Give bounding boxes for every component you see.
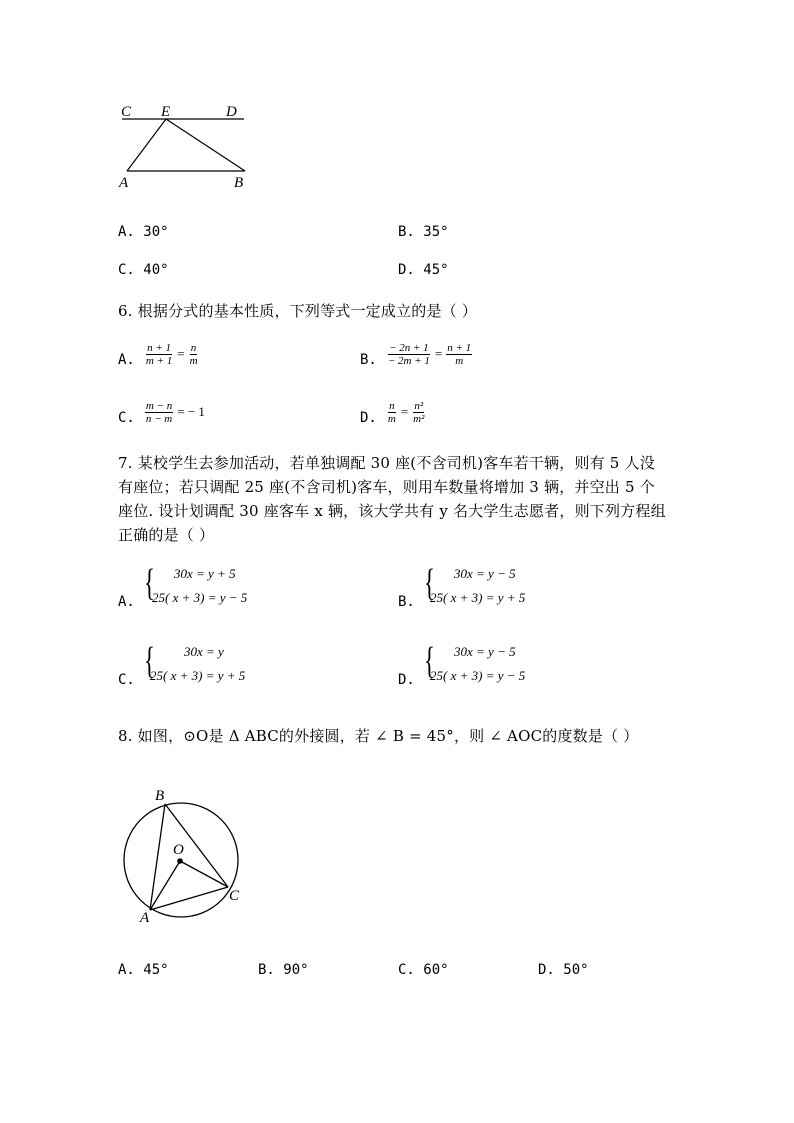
q6-a-fraction-left: $\frac{n + 1}{m + 1}$ [145, 341, 173, 367]
q7-c-row-1: 30x = y [184, 644, 224, 659]
q7-b-brace: { [424, 562, 435, 604]
q7-option-a[interactable] [118, 562, 378, 614]
q6-option-c[interactable] [118, 398, 209, 426]
q6-d-equals: = [400, 404, 409, 419]
q6-option-d[interactable] [360, 398, 425, 426]
q7-option-b-label: B. [398, 594, 415, 610]
q6-d-fraction-right: $\frac{\text{n²}}{\text{m²}}$ [413, 399, 425, 425]
q6-c-fraction-left: $\frac{m - n}{n - m}$ [145, 399, 173, 425]
q5-option-c[interactable]: C. 40° [118, 262, 169, 278]
q7-d-brace: { [424, 640, 435, 682]
q6-option-a-label: A. [118, 352, 135, 368]
q8-option-a[interactable]: A. 45° [118, 962, 169, 978]
q6-option-b-label: B. [360, 352, 377, 368]
point-label-C: C [121, 104, 132, 120]
point-label-D: D [226, 104, 237, 120]
triangle-figure-q5 [110, 95, 270, 195]
q6-option-b[interactable] [360, 340, 472, 368]
q6-d-fraction-left: $\frac{n}{m}$ [387, 399, 396, 425]
q6-a-equals: = [177, 346, 185, 361]
q6-c-equals: = − 1 [177, 404, 205, 419]
point-label-A8: A [140, 910, 150, 926]
point-label-A: A [119, 175, 129, 191]
q6-b-equals: = [434, 346, 443, 361]
q7-stem-line-2: 有座位；若只调配 25 座(不含司机)客车，则用车数量将增加 3 辆，并空出 5 个 [118, 478, 655, 496]
q7-d-row-2: 25( x + 3) = y − 5 [430, 668, 526, 683]
point-label-B8: B [155, 788, 165, 804]
point-label-C8: C [229, 888, 240, 904]
q8-stem: 8. 如图，⊙O是 Δ ABC的外接圆，若 ∠ B = 45°，则 ∠ AOC的度数是（ ） [118, 727, 639, 745]
q7-a-brace: { [144, 562, 155, 604]
q7-option-b[interactable] [398, 562, 658, 614]
q7-option-d-label: D. [398, 672, 415, 688]
q6-b-fraction-left: $\frac{- 2n + 1}{- 2m + 1}$ [387, 341, 430, 367]
q7-stem-line-3: 座位. 设计划调配 30 座客车 x 辆，该大学共有 y 名大学生志愿者，则下列方程组 [118, 502, 666, 520]
q7-option-c-label: C. [118, 672, 135, 688]
q7-stem-line-1: 7. 某校学生去参加活动，若单独调配 30 座(不含司机)客车若干辆，则有 5 人没 [118, 454, 655, 472]
q6-a-fraction-right: $\frac{n}{m}$ [189, 341, 198, 367]
q7-a-row-2: 25( x + 3) = y − 5 [152, 590, 248, 605]
q6-stem: 6. 根据分式的基本性质，下列等式一定成立的是（ ） [118, 302, 478, 320]
q7-b-row-1: 30x = y − 5 [454, 566, 516, 581]
q5-option-d[interactable]: D. 45° [398, 262, 449, 278]
q5-option-b[interactable]: B. 35° [398, 224, 449, 240]
q7-option-d[interactable] [398, 640, 658, 692]
q6-option-a[interactable] [118, 340, 199, 368]
q6-option-c-label: C. [118, 410, 135, 426]
q7-a-row-1: 30x = y + 5 [174, 566, 236, 581]
q7-option-a-label: A. [118, 594, 135, 610]
q7-c-brace: { [144, 640, 155, 682]
q6-option-d-label: D. [360, 410, 377, 426]
q8-option-c[interactable]: C. 60° [398, 962, 449, 978]
q6-b-fraction-right: $\frac{n + 1}{m}$ [447, 341, 472, 367]
point-label-E: E [161, 104, 171, 120]
q5-option-a[interactable]: A. 30° [118, 224, 169, 240]
q7-b-row-2: 25( x + 3) = y + 5 [430, 590, 526, 605]
q7-option-c[interactable] [118, 640, 378, 692]
q7-c-row-2: 25( x + 3) = y + 5 [150, 668, 246, 683]
point-label-O: O [173, 842, 184, 858]
circle-figure-q8 [110, 780, 260, 930]
q7-stem-line-4: 正确的是（ ） [118, 526, 215, 544]
point-label-B: B [234, 175, 244, 191]
q8-option-b[interactable]: B. 90° [258, 962, 309, 978]
q8-option-d[interactable]: D. 50° [538, 962, 589, 978]
q7-d-row-1: 30x = y − 5 [454, 644, 516, 659]
